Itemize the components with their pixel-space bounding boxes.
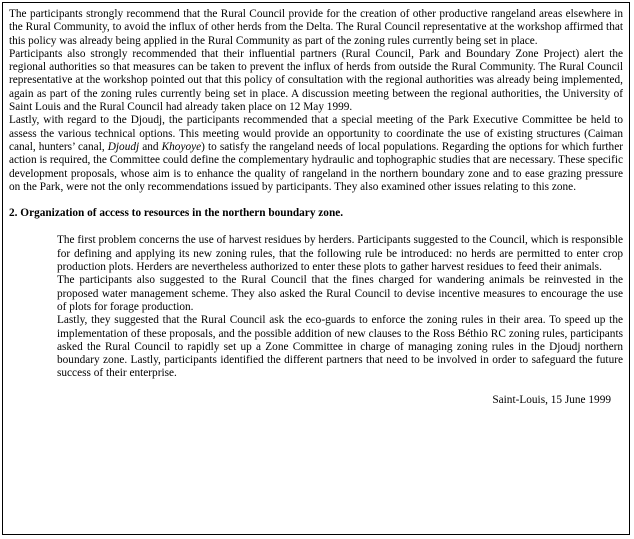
paragraph-rangeland-creation: The participants strongly recommend that the Rural Council provide for the creation of other productive rangeland areas elsewhere in the Rural Community, to avoid the influx of other herds from the Delta. The Rural Council representative at the workshop affirmed that this policy was already being applied in the Rural Community as part of the zoning rules currently being set in place. xyxy=(9,8,623,47)
paragraph-eco-guards: Lastly, they suggested that the Rural Council ask the eco-guards to enforce the zoning rules in their area. To speed up the implementation of these proposals, and the possible addition of new clauses to the Ross Béthio RC zoning rules, participants asked the Rural Council to rapidly set up a Zone Committee in charge of managing zoning rules in the Djoudj northern boundary zone. Lastly, participants identified the different partners that need to be involved in order to safeguard the future success of their enterprise. xyxy=(57,314,623,380)
paragraph-djoudj-recommendation xyxy=(9,114,623,194)
djoudj-text-middle: and xyxy=(139,140,162,153)
djoudj-text-before: Lastly, with regard to the Djoudj, the participants recommended that a special meeting of the Park Executive Committee be held to assess the various technical options. This meeting would provide an opportunity to coordinate the use of existing structures (Caiman canal, hunters’ canal, xyxy=(9,114,623,153)
section-heading: 2. Organization of access to resources in the northern boundary zone. xyxy=(9,207,344,220)
signoff-place-date: Saint-Louis, 15 June 1999 xyxy=(492,393,611,406)
djoudj-text-after: ) to satisfy the rangeland needs of local populations. Regarding the options for which further action is required, the Committee could define the complementary hydraulic and tophographic studies that are necessary. These specific development proposals, whose aim is to enhance the quality of rangeland in the northern boundary zone and to ease grazing pressure on the Park, were not the only recommendations issued by participants. They also examined other issues relating to this zone. xyxy=(9,140,623,193)
paragraph-regional-authorities: Participants also strongly recommended that their influential partners (Rural Council, Park and Boundary Zone Project) alert the regional authorities so that measures can be taken to prevent the influx of herds from outside the Rural Community. The Rural Council representative at the workshop pointed out that this policy of consultation with the regional authorities was already being implemented, again as part of the zoning rules currently being set in place. A discussion meeting between the regional authorities, the University of Saint Louis and the Rural Council had already taken place on 12 May 1999. xyxy=(9,47,623,114)
djoudj-italic-name: Djoudj xyxy=(107,140,140,153)
paragraph-fines-reinvestment: The participants also suggested to the Rural Council that the fines charged for wandering animals be reinvested in the proposed water management scheme. They also asked the Rural Council to devise incentive measures to encourage the use of plots for forage production. xyxy=(57,274,623,313)
document-frame xyxy=(2,2,630,535)
paragraph-harvest-residues: The first problem concerns the use of harvest residues by herders. Participants suggested to the Council, which is responsible for defining and applying its new zoning rules, that the following rule be introduced: no herds are permitted to enter crop production plots. Herders are nevertheless authorized to enter these plots to gather harvest residues to feed their animals. xyxy=(57,234,623,274)
khoyoye-italic-name: Khoyoye xyxy=(161,140,202,153)
